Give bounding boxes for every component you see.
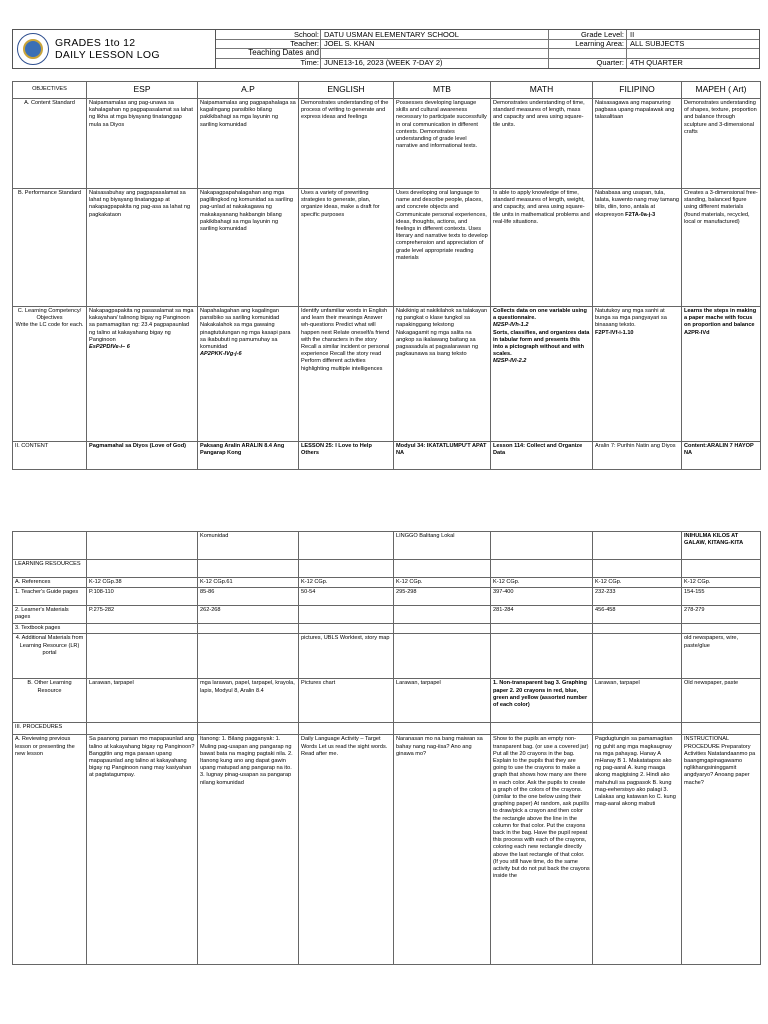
filipino-content-standard: Naisasagawa ang mapanuring pagbasa upang mapalawak ang talasalitaan: [593, 99, 682, 189]
learning-resources-label: LEARNING RESOURCES: [13, 560, 87, 578]
math-competency-code-2: M2SP-IVi-2.2: [493, 358, 527, 365]
header-title-line1: GRADES 1to 12: [55, 37, 136, 49]
header-info-block: [216, 30, 759, 68]
row-label-performance-standard: B. Performance Standard: [13, 189, 87, 307]
procedures-row: [13, 723, 761, 735]
ap-competency-code: AP2PKK-IVg-j-6: [200, 351, 242, 358]
ap-content-standard: Naipamamalas ang pagpapahalaga sa kagalingang pansibiko bilang pakikibahagi sa mga layunin ng sariling komunidad: [198, 99, 299, 189]
textbook-pages-label: 3. Textbook pages: [13, 624, 87, 634]
school-label: School:: [293, 30, 319, 39]
filipino-additional-materials: [593, 634, 682, 679]
row-label-competency: [13, 307, 87, 442]
filipino-header: FILIPINO: [593, 82, 682, 99]
filipino-competency-text: Natutukoy ang mga sanhi at bunga sa mga pangyayari sa binasang teksto.: [595, 308, 667, 329]
math-header: MATH: [491, 82, 593, 99]
mtb-header: MTB: [394, 82, 491, 99]
other-resources-row: [13, 679, 761, 723]
learning-resources-row: [13, 560, 761, 578]
header-title-block: [13, 30, 216, 68]
math-continuation: [491, 532, 593, 560]
dll-header: [12, 29, 760, 69]
mapeh-reviewing: INSTRUCTIONAL PROCEDURE Preparatory Activities Natatandaanmo pa baangmgapinagawamo nglikhangsininggamit angdyaryo? Anoang paper mache?: [682, 735, 761, 965]
filipino-competency: [593, 307, 682, 442]
row-label-content-standard: A. Content Standard: [13, 99, 87, 189]
math-other-resources: 1. Non-transparent bag 3. Graphing paper 2. 20 crayons in red, blue, green and yellow (assorted number of each color): [491, 679, 593, 723]
grade-value: II: [630, 30, 635, 39]
ap-content: Paksang Aralin ARALIN 8.4 Ang Pangarap Kong: [198, 442, 299, 470]
references-row: [13, 578, 761, 588]
esp-content: Pagmamahal sa Diyos (Love of God): [87, 442, 198, 470]
mtb-content-standard: Possesses developing language skills and cultural awareness necessary to participate successfully in oral communication in different contexts. Demonstrates understanding of grade level narrative and informational texts.: [394, 99, 491, 189]
mtb-teachers-guide: 295-298: [394, 588, 491, 606]
english-other-resources: Pictures chart: [299, 679, 394, 723]
math-performance-standard: Is able to apply knowledge of time, standard measures of length, weight, and capacity, and area using square-tile units in mathematical problems and real-life situations.: [491, 189, 593, 307]
mtb-other-resources: Larawan, tarpapel: [394, 679, 491, 723]
math-teachers-guide: 397-400: [491, 588, 593, 606]
ap-continuation: Komunidad: [198, 532, 299, 560]
filipino-content: Aralin 7: Purihin Natin ang Diyos: [593, 442, 682, 470]
deped-seal-icon: [17, 33, 49, 65]
area-value: ALL SUBJECTS: [630, 39, 685, 48]
filipino-teachers-guide: 232-233: [593, 588, 682, 606]
esp-competency-code: EsP2PDIVe-i– 6: [89, 344, 130, 351]
mapeh-competency-code: A2PR-IVd: [684, 329, 710, 336]
esp-competency: [87, 307, 198, 442]
mapeh-teachers-guide: 154-155: [682, 588, 761, 606]
ap-learners-materials: 262-268: [198, 606, 299, 624]
content-standard-row: [13, 99, 761, 189]
ap-references: K-12 CGp.61: [198, 578, 299, 588]
mapeh-content-standard: Demonstrates understanding of shapes, texture, proportion and balance through sculpture and 3-dimensional crafts: [682, 99, 761, 189]
procedures-label: III. PROCEDURES: [13, 723, 87, 735]
math-content-standard: Demonstrates understanding of time, standard measures of length, mass and capacity and area using square-tile units.: [491, 99, 593, 189]
ap-teachers-guide: 85-86: [198, 588, 299, 606]
mtb-reviewing: Naranasan mo na bang maiwan sa bahay nang nag-iisa? Ano ang ginawa mo?: [394, 735, 491, 965]
objectives-header: OBJECTIVES: [13, 82, 87, 99]
teachers-guide-row: [13, 588, 761, 606]
filipino-performance-text: Nababasa ang usapan, tula, talata, kuwento nang may tamang bilis, diin, tono, antala at ekspresyon: [595, 190, 679, 218]
filipino-performance-standard: [593, 189, 682, 307]
mapeh-competency-text: Learns the steps in making a paper mache with focus on proportion and balance: [684, 308, 757, 329]
ap-other-resources: mga larawan, papel, tarpapel, krayola, lapis, Modyul 8, Aralin 8.4: [198, 679, 299, 723]
math-competency: [491, 307, 593, 442]
filipino-references: K-12 CGp.: [593, 578, 682, 588]
english-continuation: [299, 532, 394, 560]
header-title: [55, 37, 160, 61]
english-reviewing: Daily Language Activity – Target Words Let us read the sight words. Read after me.: [299, 735, 394, 965]
esp-continuation: [87, 532, 198, 560]
performance-standard-row: [13, 189, 761, 307]
additional-materials-row: [13, 634, 761, 679]
filipino-learners-materials: 456-458: [593, 606, 682, 624]
mtb-performance-standard: Uses developing oral language to name and describe people, places, and concrete objects and Communicate personal experiences, ideas, thoughts, actions, and feelings in different contexts. Uses literary and narrative texts to develop comprehension and appreciation of grade level appropriate reading materials: [394, 189, 491, 307]
math-competency-text-2: Sorts, classifies, and organizes data in tabular form and presents this into a pictograph without and with scales.: [493, 329, 590, 358]
english-header: ENGLISH: [299, 82, 394, 99]
subject-header-row: [13, 82, 761, 99]
competency-row: [13, 307, 761, 442]
english-content: LESSON 25: I Love to Help Others: [299, 442, 394, 470]
math-references: K-12 CGp.: [491, 578, 593, 588]
learners-materials-label: 2. Learner's Materials pages: [13, 606, 87, 624]
mtb-continuation: LINGGO Balitang Lokal: [394, 532, 491, 560]
filipino-continuation: [593, 532, 682, 560]
additional-materials-label: 4. Additional Materials from Learning Resource (LR) portal: [13, 634, 87, 679]
area-label: Learning Area:: [575, 39, 624, 48]
teacher-label: Teacher:: [290, 39, 319, 48]
math-reviewing: Show to the pupils an empty non-transparent bag. (or use a covered jar) Put all the 20 crayons in the bag. Explain to the pupils that they are going to use the crayons to make a graph that shows how many are there in each color. Ask the pupils to create a graph of the colors of the crayons. (similar to the one below using their graphing paper) At random, ask pupil/s to draw/pick a crayon and then color the rectangle above the line in the column for that color. Put the crayons back in the bag. Have the pupil repeat this process with each of the crayons, coloring each new rectangle directly above the last rectangle of that color. (If you still have time, do the same activity but do not put back the crayons inside the: [491, 735, 593, 965]
ap-competency-text: Napahalagahan ang kagalingan pansibiko sa sariling komunidad Nakakalahok sa mga gawaing pinagtutulungan ng mga kasapi para sa ikabubuti ng pamumuhay sa komunidad: [200, 308, 291, 351]
row-label-content: II. CONTENT: [13, 442, 87, 470]
other-resources-label: B. Other Learning Resource: [13, 679, 87, 723]
esp-other-resources: Larawan, tarpapel: [87, 679, 198, 723]
continuation-label: [13, 532, 87, 560]
mtb-additional-materials: [394, 634, 491, 679]
dates-label-1: Teaching Dates and: [248, 48, 319, 57]
reviewing-row: [13, 735, 761, 965]
reviewing-label: A. Reviewing previous lesson or presenting the new lesson: [13, 735, 87, 965]
filipino-competency-code: F2PT-IVf-i-1.10: [595, 329, 634, 336]
esp-reviewing: Sa paanong paraan mo mapapaunlad ang talino at kakayahang bigay ng Panginoon? Banggitin ang mga paraan upang mapapaunlad ang talino at kakayahang bigay ng Panginoon nang may kasiyahan at pagtatagumpay.: [87, 735, 198, 965]
mapeh-performance-standard: Creates a 3-dimensional free-standing, balanced figure using different materials (found materials, recycled, local or manufactured): [682, 189, 761, 307]
objectives-table: [12, 81, 761, 470]
resources-procedures-table: [12, 531, 761, 965]
math-learners-materials: 281-284: [491, 606, 593, 624]
competency-label: C. Learning Competency/ Objectives: [17, 308, 82, 322]
filipino-reviewing: Pagdugtungin sa pamamagitan ng guhit ang mga magkaugnay na mga pahayag. Hanay A mHanay B 1. Makatatapos ako ng pag-aaral A. kung maaga akong magigising 2. Hindi ako mahuhuli sa pagpasok B. kung mag-eehersisyo ako palagi 3. Lalakas ang katawan ko C. kung mag-aaral akong mabuti: [593, 735, 682, 965]
mapeh-content: Content:ARALIN 7 HAYOP NA: [682, 442, 761, 470]
teacher-value: JOEL S. KHAN: [324, 39, 375, 48]
math-competency-code-1: M2SP-IVh-1.2: [493, 322, 529, 329]
math-competency-text-1: Collects data on one variable using a questionnaire.: [493, 308, 587, 322]
esp-references: K-12 CGp.38: [87, 578, 198, 588]
english-content-standard: Demonstrates understanding of the process of writing to generate and express ideas and feelings: [299, 99, 394, 189]
esp-header: ESP: [87, 82, 198, 99]
continuation-row: [13, 532, 761, 560]
ap-reviewing: Itanong: 1. Bilang pagganyak: 1. Muling pag-usapan ang pangarap ng bawat bata na maging pagtaki nila. 2. Itanong kung ano ang dapat gawin upang matupad ang pangarap na ito. 3. Iugnay pinag-usapan sa pangarap nilang komunidad: [198, 735, 299, 965]
quarter-label: Quarter:: [596, 58, 624, 67]
english-competency: Identify unfamiliar words in English and learn their meanings Answer wh-questions Predict what will happen next Relate oneself/a friend with the characters in the story Recall a similar incident or personal experience Recall the story read Perform different activities highlighting multiple intelligences: [299, 307, 394, 442]
esp-learners-materials: P.275-282: [87, 606, 198, 624]
esp-additional-materials: [87, 634, 198, 679]
mapeh-continuation: INIHULMA KILOS AT GALAW, KITANG-KITA: [682, 532, 761, 560]
mapeh-header: MAPEH ( Art): [682, 82, 761, 99]
filipino-performance-code: F2TA-0a-j-3: [625, 211, 656, 218]
ap-competency: [198, 307, 299, 442]
english-teachers-guide: 50-54: [299, 588, 394, 606]
quarter-value: 4TH QUARTER: [630, 58, 683, 67]
esp-competency-text: Nakapagpapakita ng pasasalamat sa mga kakayahan/ talinong bigay ng Panginoon sa pamamagitan ng: 23.4 pagpapaunlad ng talino at kakayahang bigay ng Panginoon: [89, 308, 194, 343]
mapeh-competency: [682, 307, 761, 442]
mapeh-other-resources: Old newspaper, paste: [682, 679, 761, 723]
textbook-pages-row: [13, 624, 761, 634]
english-additional-materials: pictures, UBLS Worktext, story map: [299, 634, 394, 679]
esp-teachers-guide: P.108-110: [87, 588, 198, 606]
ap-performance-standard: Nakapagpapahalagahan ang mga paglilingkod ng komunidad sa sariling pag-unlad at nakakagawa ng makakayanang hakbangin bilang pakikibahagi sa mga layunin ng sariling komunidad: [198, 189, 299, 307]
dates-label-2: Time:: [300, 58, 319, 67]
mapeh-learners-materials: 278-279: [682, 606, 761, 624]
english-learners-materials: [299, 606, 394, 624]
esp-content-standard: Naipamamalas ang pag-unawa sa kahalagahan ng pagpapasalamat sa lahat ng likha at mga biyayang tinatanggap mula sa Diyos: [87, 99, 198, 189]
math-content: Lesson 114: Collect and Organize Data: [491, 442, 593, 470]
school-value: DATU USMAN ELEMENTARY SCHOOL: [324, 30, 459, 39]
grade-label: Grade Level:: [581, 30, 624, 39]
mtb-references: K-12 CGp.: [394, 578, 491, 588]
english-references: K-12 CGp.: [299, 578, 394, 588]
math-additional-materials: [491, 634, 593, 679]
ap-additional-materials: [198, 634, 299, 679]
learners-materials-row: [13, 606, 761, 624]
dates-value: JUNE13-16, 2023 (WEEK 7-DAY 2): [324, 58, 443, 67]
content-row: [13, 442, 761, 470]
mtb-competency: Nakikinig at nakikilahok sa talakayan ng pangkat o klase tungkol sa napakinggang tekstong Nakagagamit ng mga salita na angkop sa ikalawang baitang sa pagsasadula at pagsalarawan ng pagkaunawa sa isang teksto: [394, 307, 491, 442]
teachers-guide-label: 1. Teacher's Guide pages: [13, 588, 87, 606]
competency-note: Write the LC code for each.: [15, 322, 84, 329]
filipino-other-resources: Larawan, tarpapel: [593, 679, 682, 723]
header-title-line2: DAILY LESSON LOG: [55, 49, 160, 61]
mtb-learners-materials: [394, 606, 491, 624]
mtb-content: Modyul 34: IKATATLUMPU'T APAT NA: [394, 442, 491, 470]
mapeh-additional-materials: old newspapers, wire, paste/glue: [682, 634, 761, 679]
mapeh-references: K-12 CGp.: [682, 578, 761, 588]
references-label: A. References: [13, 578, 87, 588]
ap-header: A.P: [198, 82, 299, 99]
english-performance-standard: Uses a variety of prewriting strategies to generate, plan, organize ideas, make a draft for specific purposes: [299, 189, 394, 307]
esp-performance-standard: Naisasabuhay ang pagpapasalamat sa lahat ng biyayang tinatanggap at nakapagpapakita ng pag-asa sa lahat ng pagkakataon: [87, 189, 198, 307]
